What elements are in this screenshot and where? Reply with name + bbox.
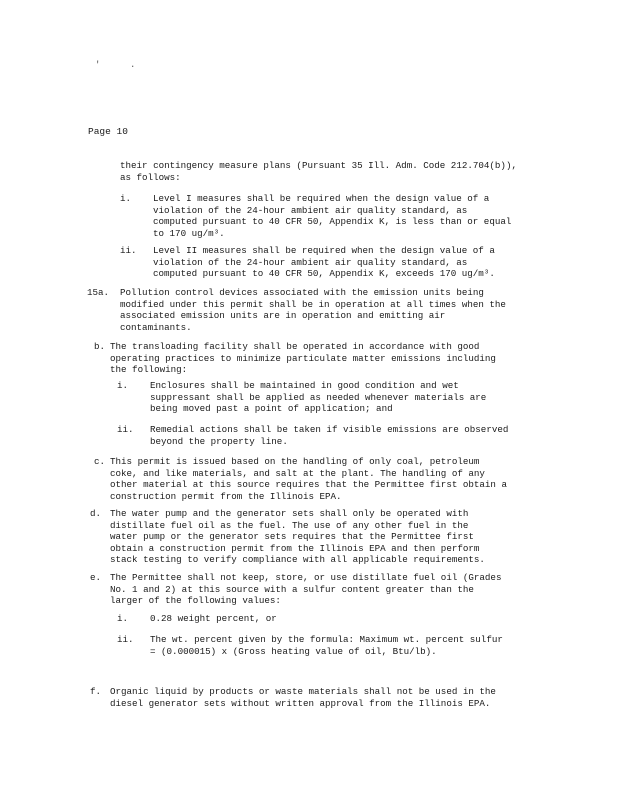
- section-paragraph: The Permittee shall not keep, store, or use distillate fuel oil (Grades No. 1 and 2) at this source with a sulfur content greater than the larger of the following values:: [110, 572, 502, 606]
- list-item: Level II measures shall be required when the design value of a violation of the 24-hour ambient air quality standard, as computed pursuant to 40 CFR 50, Appendix K, exceeds 170 ug/m³.: [153, 245, 495, 279]
- list-item: The wt. percent given by the formula: Maximum wt. percent sulfur = (0.000015) x (Gross heating value of oil, Btu/lb).: [150, 634, 503, 657]
- page-number: Page 10: [88, 126, 128, 137]
- section-label: c.: [94, 456, 106, 467]
- section-paragraph: Organic liquid by products or waste materials shall not be used in the diesel generator sets without written approval from the Illinois EPA.: [110, 686, 496, 709]
- section-paragraph: This permit is issued based on the handling of only coal, petroleum coke, and like materials, and salt at the plant. The handling of any other material at this source requires that the Permittee first obtain a construction permit from the Illinois EPA.: [110, 456, 507, 502]
- item-label: ii.: [117, 634, 134, 645]
- item-label: i.: [117, 613, 129, 624]
- scan-mark: .: [130, 60, 136, 70]
- section-paragraph: Pollution control devices associated with the emission units being modified under this permit shall be in operation at all times when the associated emission units are in operation and emitting air contaminants.: [120, 287, 506, 333]
- item-label: i.: [120, 193, 132, 204]
- section-label: b.: [94, 341, 106, 352]
- item-label: ii.: [120, 245, 137, 256]
- section-label: 15a.: [87, 287, 110, 298]
- item-label: i.: [117, 380, 129, 391]
- list-item: 0.28 weight percent, or: [150, 613, 277, 624]
- list-item: Level I measures shall be required when the design value of a violation of the 24-hour ambient air quality standard, as computed pursuant to 40 CFR 50, Appendix K, is less than or equal to 170 ug/m³.: [153, 193, 512, 239]
- section-label: e.: [90, 572, 102, 583]
- section-paragraph: The water pump and the generator sets shall only be operated with distillate fuel oil as the fuel. The use of any other fuel in the water pump or the generator sets requires that the Permittee first obtain a construction permit from the Illinois EPA and then perform stack testing to verify compliance with all applicable requirements.: [110, 508, 485, 565]
- list-item: Remedial actions shall be taken if visible emissions are observed beyond the property line.: [150, 424, 509, 447]
- scan-mark: ': [95, 60, 101, 70]
- item-label: ii.: [117, 424, 134, 435]
- section-label: d.: [90, 508, 102, 519]
- section-paragraph: The transloading facility shall be operated in accordance with good operating practices to minimize particulate matter emissions including the following:: [110, 341, 496, 375]
- intro-paragraph: their contingency measure plans (Pursuant 35 Ill. Adm. Code 212.704(b)), as follows:: [120, 160, 517, 183]
- list-item: Enclosures shall be maintained in good condition and wet suppressant shall be applied as needed whenever materials are being moved past a point of application; and: [150, 380, 487, 414]
- section-label: f.: [90, 686, 102, 697]
